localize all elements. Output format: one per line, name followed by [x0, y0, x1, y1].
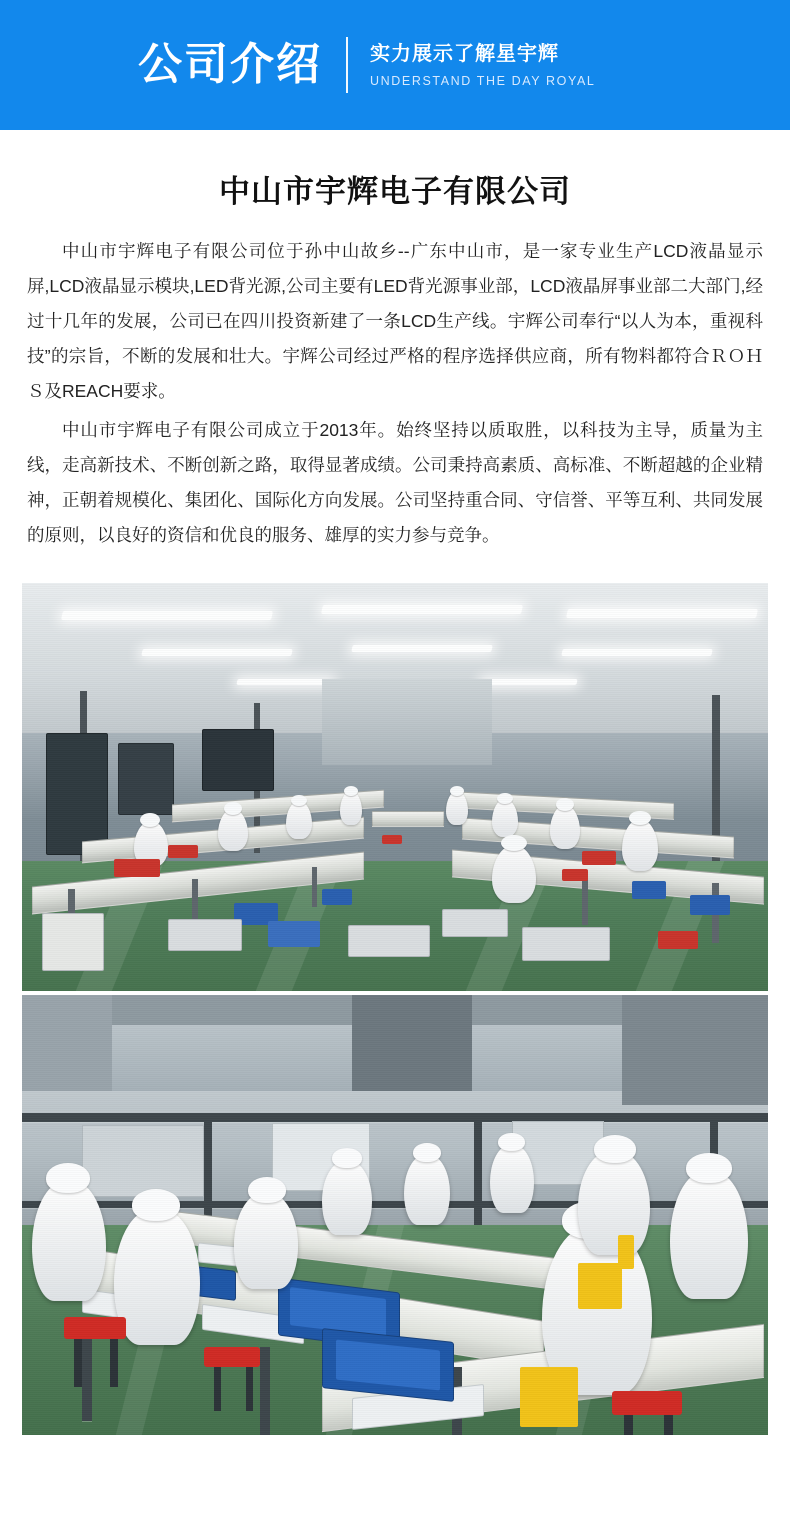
factory-photo-gallery — [0, 557, 790, 1457]
photo-factory-assembly-line-wide — [22, 583, 768, 991]
page-banner — [0, 0, 790, 130]
intro-paragraph-2: 中山市宇辉电子有限公司成立于2013年。始终坚持以质取胜，以科技为主导，质量为主线，走高新技术、不断创新之路，取得显著成绩。公司秉持高素质、高标准、不断超越的企业精神，正朝着规模化、集团化、国际化方向发展。公司坚持重合同、守信誉、平等互利、共同发展的原则，以良好的资信和优良的服务、雄厚的实力参与竞争。 — [27, 420, 763, 546]
banner-subtitle-cn: 实力展示了解星宇辉 — [370, 42, 559, 65]
banner-subtitle-en: UNDERSTAND THE DAY ROYAL — [370, 73, 596, 88]
company-name-heading: 中山市宇辉电子有限公司 — [219, 174, 571, 209]
company-intro-content — [0, 130, 790, 553]
photo-factory-workers-closeup — [22, 995, 768, 1435]
banner-divider — [346, 37, 348, 93]
page-title: 公司介绍 — [138, 40, 322, 89]
banner-subtitle-group — [370, 40, 595, 91]
intro-paragraph-1: 中山市宇辉电子有限公司位于孙中山故乡--广东中山市，是一家专业生产LCD液晶显示屏,LCD液晶显示模块,LED背光源,公司主要有LED背光源事业部，LCD液晶屏事业部二大部门,经过十几年的发展，公司已在四川投资新建了一条LCD生产线。宇辉公司奉行“以人为本，重视科技”的宗旨，不断的发展和壮大。宇辉公司经过严格的程序选择供应商，所有物料都符合ＲＯＨＳ及REACH要求。 — [27, 241, 763, 402]
